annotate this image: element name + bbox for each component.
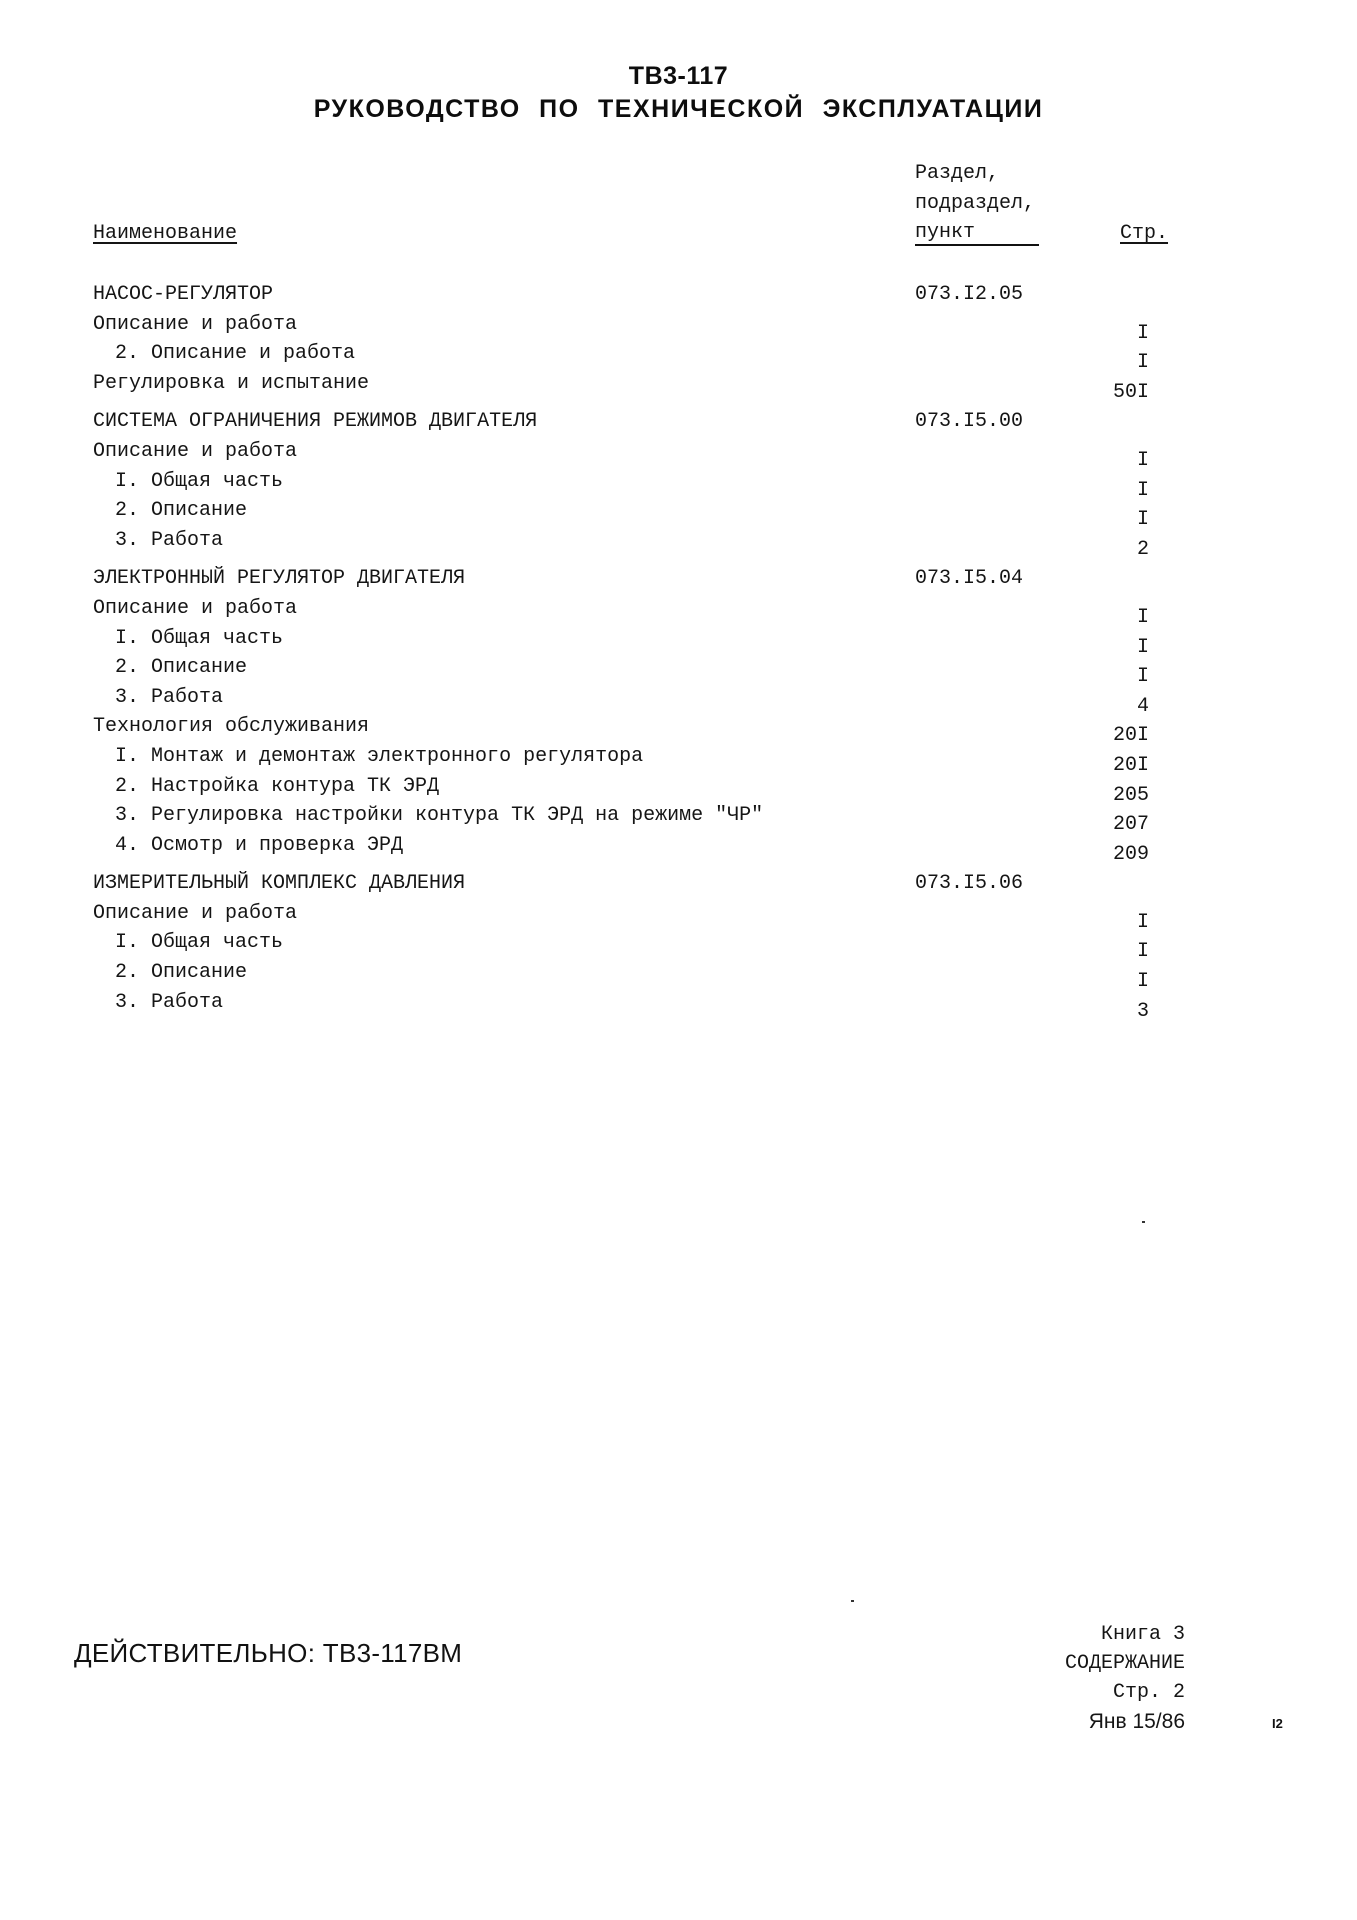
toc-entry-page: I xyxy=(1136,351,1149,375)
toc-entry-page: 20I xyxy=(1112,724,1149,748)
toc-row xyxy=(93,831,1173,866)
toc-entry-page: 50I xyxy=(1112,380,1149,404)
document-title: РУКОВОДСТВО ПО ТЕХНИЧЕСКОЙ ЭКСПЛУАТАЦИИ xyxy=(313,95,1044,123)
column-header-section-2: подраздел, xyxy=(915,192,1036,215)
revision-date: Янв 15/86 xyxy=(1088,1710,1185,1733)
toc-entry-section: 073.I5.06 xyxy=(915,872,1024,896)
column-header-page: Стр. xyxy=(1120,222,1169,245)
toc-entry-page: I xyxy=(1136,508,1149,532)
toc-entry-name: I. Общая часть xyxy=(115,626,284,650)
toc-entry-name: ИЗМЕРИТЕЛЬНЫЙ КОМПЛЕКС ДАВЛЕНИЯ xyxy=(93,872,466,896)
toc-entry-page: I xyxy=(1136,635,1149,659)
toc-entry-page: I xyxy=(1136,478,1149,502)
toc-row xyxy=(93,801,1173,837)
toc-entry-page: 2 xyxy=(1136,537,1149,561)
toc-entry-name: 3. Регулировка настройки контура ТК ЭРД на режиме "ЧР" xyxy=(115,804,764,828)
chapter-name: СОДЕРЖАНИЕ xyxy=(1064,1652,1185,1675)
toc-entry-name: ЭЛЕКТРОННЫЙ РЕГУЛЯТОР ДВИГАТЕЛЯ xyxy=(93,567,466,591)
toc-entry-page: I xyxy=(1136,665,1149,689)
toc-row xyxy=(93,683,1173,718)
column-header-name: Наименование xyxy=(93,222,238,245)
toc-entry-page: 207 xyxy=(1112,813,1149,837)
page-footer-info xyxy=(1065,1620,1185,1736)
toc-entry-page: 3 xyxy=(1136,999,1149,1023)
toc-entry-name: I. Общая часть xyxy=(115,931,284,955)
toc-entry-name: 2. Описание и работа xyxy=(115,342,356,366)
toc-row xyxy=(93,988,1173,1023)
toc-row xyxy=(93,564,1173,594)
toc-row xyxy=(93,594,1173,629)
toc-entry-name: 2. Описание xyxy=(115,499,248,523)
table-of-contents xyxy=(93,280,1173,1023)
toc-row xyxy=(93,407,1173,437)
toc-entry-name: Регулировка и испытание xyxy=(93,371,370,395)
document-model: ТВ3-117 xyxy=(628,62,729,90)
page-number: Стр. 2 xyxy=(1112,1681,1185,1704)
toc-entry-name: 2. Настройка контура ТК ЭРД xyxy=(115,774,440,798)
toc-row xyxy=(93,496,1173,532)
toc-entry-page: 209 xyxy=(1112,842,1149,866)
toc-entry-page: I xyxy=(1136,605,1149,629)
toc-row xyxy=(93,467,1173,502)
toc-entry-name: Описание и работа xyxy=(93,312,298,336)
toc-row xyxy=(93,526,1173,561)
toc-row xyxy=(93,624,1173,659)
toc-entry-name: 2. Описание xyxy=(115,961,248,985)
toc-entry-page: I xyxy=(1136,940,1149,964)
toc-entry-page: 4 xyxy=(1136,694,1149,718)
toc-entry-page: I xyxy=(1136,910,1149,934)
toc-row xyxy=(93,280,1173,310)
toc-entry-name: 3. Работа xyxy=(115,528,224,552)
validity-note: ДЕЙСТВИТЕЛЬНО: ТВ3-117ВМ xyxy=(74,1638,463,1668)
toc-row xyxy=(93,742,1173,777)
toc-entry-section: 073.I5.04 xyxy=(915,567,1024,591)
sheet-mark: I2 xyxy=(1272,1716,1283,1731)
toc-entry-page: I xyxy=(1136,321,1149,345)
toc-row xyxy=(93,772,1173,807)
toc-row xyxy=(93,437,1173,472)
toc-row xyxy=(93,928,1173,964)
toc-row xyxy=(93,899,1173,934)
toc-row xyxy=(93,369,1173,404)
toc-entry-page: 20I xyxy=(1112,753,1149,777)
toc-row xyxy=(93,869,1173,899)
toc-entry-name: 3. Работа xyxy=(115,990,224,1014)
toc-entry-page: I xyxy=(1136,448,1149,472)
column-header-section-3: пункт xyxy=(915,222,1039,246)
toc-entry-name: I. Монтаж и демонтаж электронного регулятора xyxy=(115,744,644,768)
toc-row xyxy=(93,712,1173,748)
toc-row xyxy=(93,653,1173,689)
toc-entry-page: 205 xyxy=(1112,783,1149,807)
toc-entry-name: Описание и работа xyxy=(93,596,298,620)
toc-row xyxy=(93,339,1173,375)
toc-entry-page: I xyxy=(1136,970,1149,994)
toc-entry-name: НАСОС-РЕГУЛЯТОР xyxy=(93,283,274,306)
toc-entry-name: Технология обслуживания xyxy=(93,715,370,739)
scan-speck xyxy=(851,1600,854,1602)
toc-entry-name: СИСТЕМА ОГРАНИЧЕНИЯ РЕЖИМОВ ДВИГАТЕЛЯ xyxy=(93,410,538,434)
toc-entry-section: 073.I2.05 xyxy=(915,283,1024,306)
toc-entry-name: 3. Работа xyxy=(115,685,224,709)
toc-row xyxy=(93,958,1173,994)
toc-row xyxy=(93,310,1173,345)
toc-entry-section: 073.I5.00 xyxy=(915,410,1024,434)
toc-entry-name: I. Общая часть xyxy=(115,469,284,493)
toc-entry-name: Описание и работа xyxy=(93,439,298,463)
column-header-section-1: Раздел, xyxy=(915,162,1000,185)
toc-entry-name: 2. Описание xyxy=(115,656,248,680)
toc-entry-name: Описание и работа xyxy=(93,901,298,925)
scan-speck xyxy=(1142,1221,1145,1223)
toc-entry-name: 4. Осмотр и проверка ЭРД xyxy=(115,833,404,857)
book-number: Книга 3 xyxy=(1100,1623,1185,1646)
